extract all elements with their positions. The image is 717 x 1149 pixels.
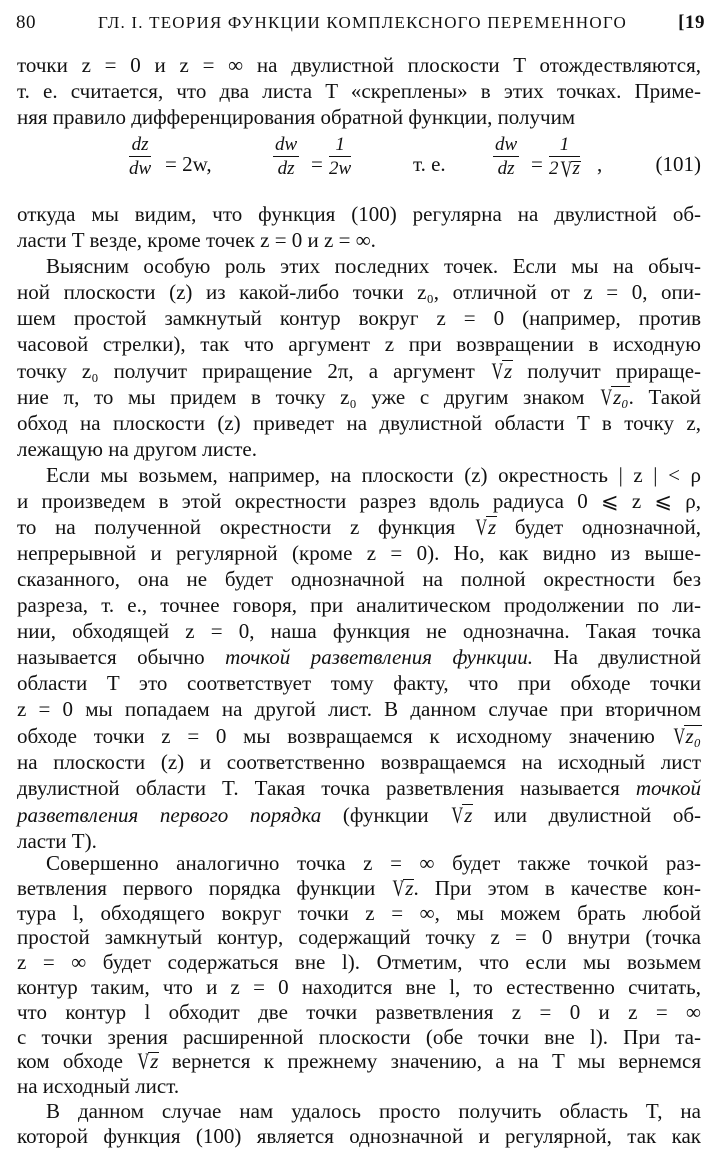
square-root: V z xyxy=(453,800,472,830)
text-line: что контур l обходит две точки разветвления z = 0 и z = ∞ xyxy=(17,999,701,1024)
text-line: ной плоскости (z) из какой-либо точки z₀, отличной от z = 0, опи- xyxy=(17,280,701,304)
equation-term: = 2w, xyxy=(165,152,212,176)
running-title: ГЛ. I. ТЕОРИЯ ФУНКЦИИ КОМПЛЕКСНОГО ПЕРЕМЕННОГО xyxy=(98,13,627,32)
equation-term: т. е. xyxy=(413,152,446,176)
text-line: разреза, т. е., точнее говоря, при аналитическом продолжении по ли- xyxy=(17,593,701,617)
text-line: тура l, обходящего вокруг точки z = ∞, мы можем брать любой xyxy=(17,900,701,925)
text-line: няя правило дифференцирования обратной функции, получим xyxy=(17,105,576,129)
square-root: V z₀ xyxy=(675,721,701,751)
text-line: точки z = 0 и z = ∞ на двулистной плоскости T отождествляются, xyxy=(17,53,701,77)
square-root: V z xyxy=(477,512,496,542)
text-line: ком обходе V z вернется к прежнему значению, а на T мы вернемся xyxy=(17,1048,701,1074)
emphasized-term: разветвления первого порядка xyxy=(17,803,322,827)
text-line: откуда мы видим, что функция (100) регулярна на двулистной об- xyxy=(17,202,701,226)
text-line: ласти T). xyxy=(17,829,97,853)
text-line: В данном случае нам удалось просто получить область T, на xyxy=(46,1099,701,1123)
running-header xyxy=(16,12,705,42)
section-number: [19 xyxy=(678,12,705,33)
fraction: $\frac{1}{2w}$ xyxy=(329,134,352,179)
text-line: которой функция (100) является однозначной и регулярной, так как xyxy=(17,1123,701,1148)
text-line: на плоскости (z) и соответственно возвращаемся на исходный лист xyxy=(17,750,701,774)
text-line: z = ∞ будет содержаться вне l). Отметим, что если мы возьмем xyxy=(17,950,701,975)
text-line: Выясним особую роль этих последних точек. Если мы на обыч- xyxy=(46,254,701,278)
text-line: области T это соответствует тому факту, что при обходе точки xyxy=(17,671,701,695)
text-line: шем простой замкнутый контур вокруг z = 0 (например, против xyxy=(17,306,701,330)
text-line: двулистной области T. Такая точка разветвления называется точкой xyxy=(17,776,702,800)
text-line: контур таким, что и z = 0 находится вне l, то естественно считать, xyxy=(17,975,701,999)
text-line: ветвления первого порядка функции V z. При этом в качестве кон- xyxy=(17,875,701,901)
square-root: V z xyxy=(394,875,413,901)
text-line: и произведем в этой окрестности разрез вдоль радиуса 0 ⩽ z ⩽ ρ, xyxy=(17,489,701,513)
fraction: $\frac{1}{\text{2V z}}$ xyxy=(549,134,580,181)
text-line: часовой стрелки), так что аргумент z при возвращении в исходную xyxy=(17,332,701,356)
fraction: $\frac{dw}{dz}$ xyxy=(495,134,518,179)
text-line: на исходный лист. xyxy=(17,1074,180,1099)
text-line: обход на плоскости (z) приведет на двулистной области T в точку z, xyxy=(17,411,701,435)
text-line: то на полученной окрестности z функция V z будет однозначной, xyxy=(17,512,701,542)
text-line: нии, обходящей z = 0, наша функция не однозначна. Такая точка xyxy=(17,619,701,643)
text-line: обходе точки z = 0 мы возвращаемся к исходному значению V z₀ xyxy=(17,721,701,751)
text-line: лежащую на другом листе. xyxy=(17,437,257,461)
square-root: V z xyxy=(493,356,512,386)
fraction: $\frac{dz}{dw}$ xyxy=(129,134,152,179)
text-line: точку z₀ получит приращение 2π, а аргумент V z получит прираще- xyxy=(17,356,701,386)
text-line: Совершенно аналогично точка z = ∞ будет также точкой раз- xyxy=(46,851,701,875)
square-root: V z₀ xyxy=(602,382,628,412)
emphasized-term: точкой xyxy=(635,776,702,800)
square-root: V z xyxy=(562,157,580,181)
page-number: 80 xyxy=(16,12,36,33)
text-line: Если мы возьмем, например, на плоскости (z) окрестность | z | < ρ xyxy=(46,463,701,487)
text-line: разветвления первого порядка (функции V z или двулистной об- xyxy=(17,800,701,830)
equation-term: = xyxy=(311,152,323,176)
text-line: ласти T везде, кроме точек z = 0 и z = ∞. xyxy=(17,228,376,252)
equation-number: (101) xyxy=(655,152,701,176)
text-line: т. е. считается, что два листа T «скреплены» в этих точках. Приме- xyxy=(17,79,701,103)
text-line: непрерывной и регулярной (кроме z = 0). Но, как видно из выше- xyxy=(17,541,701,565)
text-line: сказанного, она не будет однозначной на полной окрестности без xyxy=(17,567,701,591)
text-line: называется обычно точкой разветвления функции. На двулистной xyxy=(17,645,702,669)
equation-101: $\frac{dz}{dw}$ = 2w, $\frac{dw}{dz}$ = $\frac{1}{2w}$ т. е. $\frac{dw}{dz}$ = $\frac{1}{\text{2V z}}$ , (101) xyxy=(17,134,701,192)
emphasized-term: точкой разветвления функции. xyxy=(225,645,533,669)
square-root: V z xyxy=(139,1048,158,1074)
fraction: $\frac{dw}{dz}$ xyxy=(275,134,298,179)
text-line: z = 0 мы попадаем на другой лист. В данном случае при вторичном xyxy=(17,697,701,721)
text-line: с точки зрения расширенной плоскости (обе точки вне l). При та- xyxy=(17,1024,701,1049)
equation-term: = xyxy=(531,152,543,176)
text-line: простой замкнутый контур, содержащий точку z = 0 внутри (точка xyxy=(17,925,701,950)
text-line: ние π, то мы придем в точку z₀ уже с другим знаком V z₀. Такой xyxy=(17,382,701,412)
